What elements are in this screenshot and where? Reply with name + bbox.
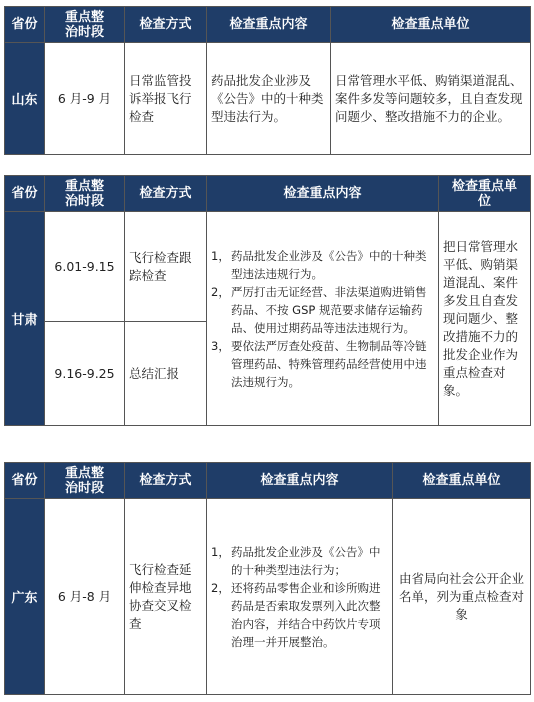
content-list <box>211 543 388 651</box>
list-item <box>211 247 434 283</box>
table-row <box>5 43 531 155</box>
item-text: 还将药品零售企业和诊所购进药品是否索取发票列入此次整治内容，并结合中药饮片专项治理一并开展整治。 <box>231 580 381 649</box>
content-list <box>211 247 434 391</box>
list-item <box>211 337 434 391</box>
method-cell: 飞行检查延伸检查异地协查交叉检查 <box>125 499 207 695</box>
table-row <box>5 499 531 695</box>
header-period-line1: 重点整 <box>64 9 104 25</box>
unit-cell: 由省局向社会公开企业名单，列为重点检查对象 <box>393 499 531 695</box>
list-item <box>211 543 388 579</box>
period-cell-1: 6.01-9.15 <box>45 212 125 322</box>
item-number: 1， <box>211 248 230 263</box>
header-period-line2: 治时段 <box>64 480 104 496</box>
header-period-line2: 治时段 <box>64 24 104 40</box>
method-cell-1: 飞行检查跟踪检查 <box>125 212 207 322</box>
period-cell: 6 月-9 月 <box>45 43 125 155</box>
gansu-table <box>4 175 531 426</box>
header-method: 检查方式 <box>125 7 207 43</box>
guangdong-table <box>4 462 531 695</box>
content-cell <box>207 212 439 426</box>
header-unit: 检查重点单位 <box>393 463 531 499</box>
header-province: 省份 <box>5 7 45 43</box>
header-unit-line1: 检查重点单 <box>451 178 517 194</box>
header-unit <box>439 176 531 212</box>
province-cell: 山东 <box>5 43 45 155</box>
table-header-row <box>5 7 531 43</box>
header-method: 检查方式 <box>125 463 207 499</box>
list-item <box>211 283 434 337</box>
header-period-line1: 重点整 <box>64 178 104 194</box>
table-row <box>5 212 531 322</box>
header-province: 省份 <box>5 463 45 499</box>
header-method: 检查方式 <box>125 176 207 212</box>
header-content: 检查重点内容 <box>207 176 439 212</box>
header-period <box>45 463 125 499</box>
item-number: 1， <box>211 544 230 559</box>
province-cell: 甘肃 <box>5 212 45 426</box>
method-cell: 日常监管投诉举报飞行检查 <box>125 43 207 155</box>
header-province: 省份 <box>5 176 45 212</box>
header-content: 检查重点内容 <box>207 463 393 499</box>
item-number: 2， <box>211 580 230 595</box>
list-item <box>211 579 388 651</box>
unit-cell: 把日常管理水平低、购销渠道混乱、案件多发且自查发现问题少、整改措施不力的批发企业作为重点检查对象。 <box>439 212 531 426</box>
table-header-row <box>5 176 531 212</box>
period-cell-2: 9.16-9.25 <box>45 322 125 426</box>
period-cell: 6 月-8 月 <box>45 499 125 695</box>
shandong-table <box>4 6 531 155</box>
header-period <box>45 7 125 43</box>
unit-cell: 日常管理水平低、购销渠道混乱、案件多发等问题较多，且自查发现问题少、整改措施不力的企业。 <box>331 43 531 155</box>
header-content: 检查重点内容 <box>207 7 331 43</box>
item-number: 2， <box>211 284 230 299</box>
item-number: 3， <box>211 338 230 353</box>
item-text: 药品批发企业涉及《公告》中的十种类型违法行为； <box>231 544 381 577</box>
item-text: 要依法严厉查处疫苗、生物制品等冷链管理药品、特殊管理药品经营使用中违法违规行为。 <box>231 338 427 389</box>
header-unit-line2: 位 <box>477 193 491 209</box>
header-period-line2: 治时段 <box>64 193 104 209</box>
province-cell: 广东 <box>5 499 45 695</box>
content-cell: 药品批发企业涉及《公告》中的十种类型违法行为。 <box>207 43 331 155</box>
table-header-row <box>5 463 531 499</box>
header-unit: 检查重点单位 <box>331 7 531 43</box>
item-text: 药品批发企业涉及《公告》中的十种类型违法违规行为。 <box>231 248 427 281</box>
header-period-line1: 重点整 <box>64 465 104 481</box>
item-text: 严厉打击无证经营、非法渠道购进销售药品、不按 GSP 规范要求储存运输药品、使用过期药品等违法违规行为。 <box>231 284 427 335</box>
method-cell-2: 总结汇报 <box>125 322 207 426</box>
content-cell <box>207 499 393 695</box>
header-period <box>45 176 125 212</box>
